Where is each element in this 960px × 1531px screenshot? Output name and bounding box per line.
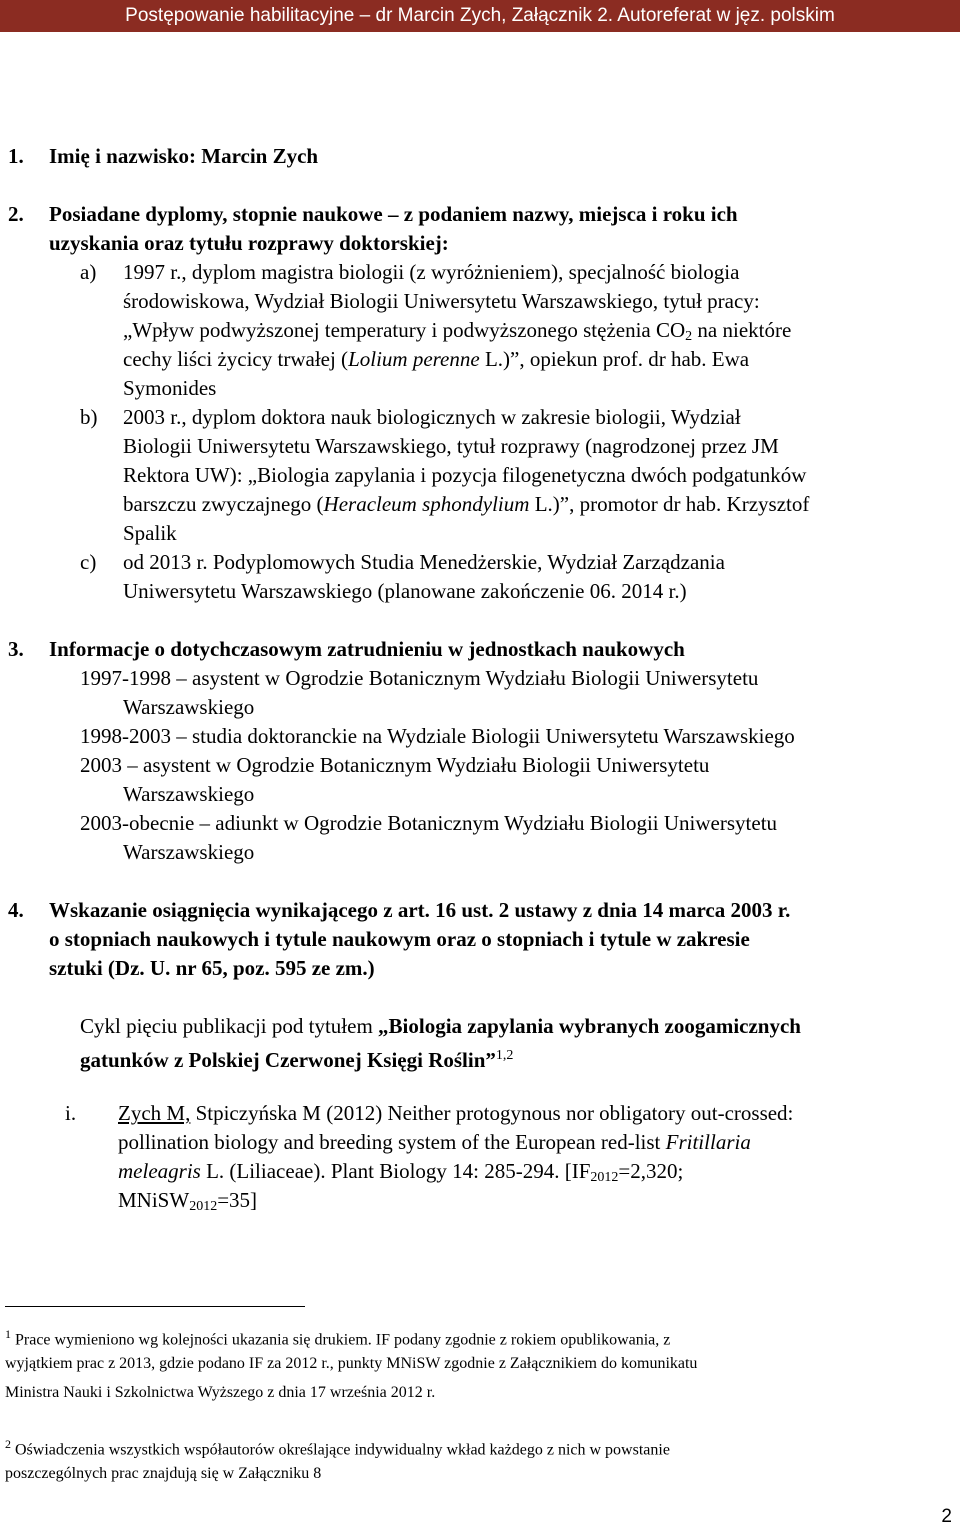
employment-line: 2003-obecnie – adiunkt w Ogrodzie Botanicznym Wydziału Biologii Uniwersytetu — [80, 811, 778, 835]
footnote-1: Ministra Nauki i Szkolnictwa Wyższego z dnia 17 września 2012 r. — [5, 1384, 436, 1401]
running-title: Postępowanie habilitacyjne – dr Marcin Zych, Załącznik 2. Autoreferat w jęz. polskim — [125, 5, 835, 26]
employment-line: Warszawskiego — [123, 695, 255, 719]
section-heading: Posiadane dyplomy, stopnie naukowe – z podaniem nazwy, miejsca i roku ich — [49, 202, 738, 226]
list-item-text: 1997 r., dyplom magistra biologii (z wyróżnieniem), specjalność biologia — [123, 260, 740, 284]
section-heading: Wskazanie osiągnięcia wynikającego z art. 16 ust. 2 ustawy z dnia 14 marca 2003 r. — [49, 898, 791, 922]
section-number: 3. — [8, 637, 24, 661]
section-heading: Informacje o dotychczasowym zatrudnieniu w jednostkach naukowych — [49, 637, 685, 661]
list-label: a) — [80, 260, 97, 284]
publication-line: Zych M, Stpiczyńska M (2012) Neither protogynous nor obligatory out-crossed: — [118, 1101, 794, 1125]
employment-line: 2003 – asystent w Ogrodzie Botanicznym Wydziału Biologii Uniwersytetu — [80, 753, 710, 777]
list-item-text: środowiskowa, Wydział Biologii Uniwersytetu Warszawskiego, tytuł pracy: — [123, 289, 760, 313]
employment-line: 1998-2003 – studia doktoranckie na Wydziale Biologii Uniwersytetu Warszawskiego — [80, 724, 795, 748]
list-item-text: Spalik — [123, 521, 177, 545]
publication-line: MNiSW$_{2012}$=35] — [118, 1188, 258, 1214]
list-item-text: 2003 r., dyplom doktora nauk biologicznych w zakresie biologii, Wydział — [123, 405, 741, 429]
list-item-text: Biologii Uniwersytetu Warszawskiego, tytuł rozprawy (nagrodzonej przez JM — [123, 434, 779, 458]
footnote-1: $^1$ Prace wymieniono wg kolejności ukazania się drukiem. IF podany zgodnie z rokiem opublikowania, z — [5, 1327, 671, 1349]
footnote-divider — [5, 1306, 305, 1307]
list-item-text: cechy liści życicy trwałej (Lolium perenne L.)”, opiekun prof. dr hab. Ewa — [123, 347, 750, 371]
list-item-text: barszczu zwyczajnego (Heracleum sphondylium L.)”, promotor dr hab. Krzysztof — [123, 492, 810, 516]
list-label: c) — [80, 550, 97, 574]
list-item-text: Uniwersytetu Warszawskiego (planowane zakończenie 06. 2014 r.) — [123, 579, 687, 603]
list-item-text: Symonides — [123, 376, 217, 400]
author-link: Zych M, — [118, 1101, 191, 1125]
publication-line: pollination biology and breeding system of the European red-list Fritillaria — [118, 1130, 751, 1154]
list-label: i. — [65, 1101, 77, 1125]
section-number: 2. — [8, 202, 24, 226]
cycle-title-line: gatunków z Polskiej Czerwonej Księgi Roślin”$^{1,2}$ — [80, 1048, 514, 1072]
name-heading: Imię i nazwisko: Marcin Zych — [49, 144, 319, 168]
footnote-1: wyjątkiem prac z 2013, gdzie podano IF za 2012 r., punkty MNiSW zgodnie z Załącznikiem do komunikatu — [5, 1355, 698, 1372]
employment-line: 1997-1998 – asystent w Ogrodzie Botanicznym Wydziału Biologii Uniwersytetu — [80, 666, 759, 690]
section-heading: uzyskania oraz tytułu rozprawy doktorskiej: — [49, 231, 449, 255]
section-number: 1. — [8, 144, 24, 168]
employment-line: Warszawskiego — [123, 840, 255, 864]
footnote-2: poszczególnych prac znajdują się w Załączniku 8 — [5, 1465, 322, 1482]
page-number: 2 — [941, 1506, 952, 1527]
list-item-text: „Wpływ podwyższonej temperatury i podwyższonego stężenia $CO_2$ na niektóre — [123, 318, 792, 344]
list-item-text: od 2013 r. Podyplomowych Studia Menedżerskie, Wydział Zarządzania — [123, 550, 725, 574]
section-heading: o stopniach naukowych i tytule naukowym oraz o stopniach i tytule w zakresie — [49, 927, 750, 951]
section-heading: sztuki (Dz. U. nr 65, poz. 595 ze zm.) — [49, 956, 375, 980]
employment-line: Warszawskiego — [123, 782, 255, 806]
footnote-2: $^2$ Oświadczenia wszystkich współautorów określające indywidualny wkład każdego z nich w powstanie — [5, 1437, 670, 1459]
list-item-text: Rektora UW): „Biologia zapylania i pozycja filogenetyczna dwóch podgatunków — [123, 463, 807, 487]
section-number: 4. — [8, 898, 24, 922]
running-header — [0, 0, 960, 32]
publication-line: meleagris L. (Liliaceae). Plant Biology 14: 285-294. [$IF_{2012}=2,320$; — [118, 1159, 684, 1185]
cycle-title-line: Cykl pięciu publikacji pod tytułem „Biologia zapylania wybranych zoogamicznych — [80, 1014, 801, 1038]
list-label: b) — [80, 405, 98, 429]
